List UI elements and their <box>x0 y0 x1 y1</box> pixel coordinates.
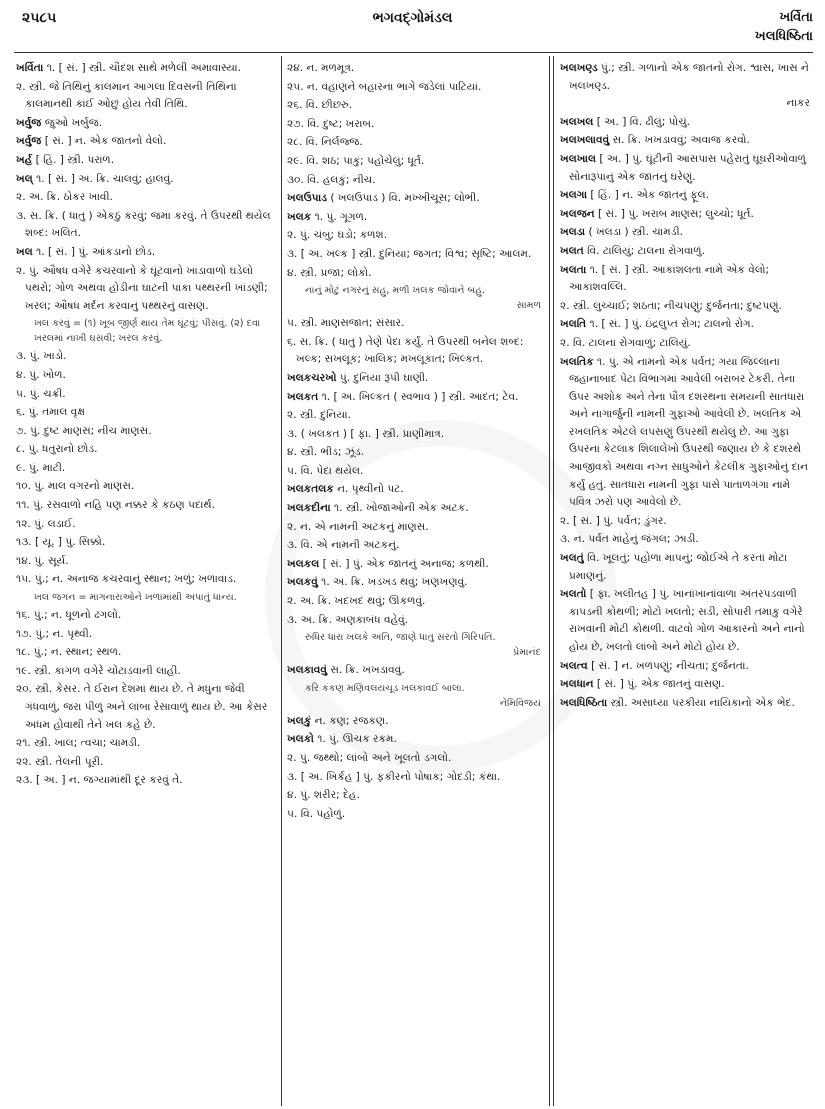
entry-definition: ૩. વિ. એ નામની અટકનું. <box>287 539 400 552</box>
entry-definition: વિ. ટાલિયું; ટાલના રોગવાળું. <box>583 244 705 257</box>
entry-definition: ૩. અ. ક્રિ. અણકાબંધ વહેવું. <box>287 613 409 626</box>
dictionary-entry <box>560 658 814 676</box>
entry-definition: પું.; સ્ત્રી. ગળાનો એક જાતનો રોગ. શ્વાસ, ખાસ ને ખલખણ્ડ. <box>569 62 809 92</box>
dictionary-entry <box>16 516 274 534</box>
headword: ખલતો <box>560 588 587 601</box>
quote-text: નાનું મોટું નગરનું સહુ, મળી ખલક જોવાને બહુ. <box>305 285 486 297</box>
entry-definition: ૨૫. ન. વહાણને બહારના ભાગે જડેલાં પાટિયાં. <box>287 80 482 93</box>
headword: ખલખલાવવું <box>560 134 610 147</box>
entry-definition: ૨. પું. ચંબુ; ઘડો; કળશ. <box>287 229 388 242</box>
dictionary-entry <box>560 224 814 242</box>
entry-definition: ૨૩. [ અ. ] ન. જગ્યામાંથી દૂર કરવું તે. <box>16 774 183 787</box>
dictionary-entry <box>287 79 545 97</box>
dictionary-entry <box>287 444 545 462</box>
headword: ખલખાલ <box>560 152 597 165</box>
dictionary-entry <box>287 713 545 731</box>
headword: ખલતિક <box>560 355 594 368</box>
dictionary-entry <box>16 626 274 644</box>
dictionary-entry <box>16 386 274 404</box>
usage-quote <box>287 681 545 711</box>
dictionary-entry <box>560 550 814 585</box>
dictionary-entry <box>560 513 814 531</box>
dictionary-entry <box>287 731 545 749</box>
entry-definition: ૩. ન. પર્વત માંહેનું જંગલ; ઝાડી. <box>560 533 699 546</box>
entry-definition: ૨. વિ. ટાલના રોગવાળું; ટાલિયું. <box>560 336 691 349</box>
dictionary-entry <box>287 463 545 481</box>
entry-definition: [ અ. ] પું. ઘૂંટીની આસપાસ પહેરાતું ઘૂઘરીઓવાળું સોનારૂપાનું એક જાતનું ઘરેણું. <box>569 152 806 183</box>
entry-definition: ૨૦. સ્ત્રી. કેસર. તે ઈરાન દેશમાં થાય છે. તે મધુના જેવી ગંધવાળું, જરા પીળું અને લાંબા રેસાવાળું થાય છે. આ કેસર અધમ હોવાથી તેને ખલ કહે છે. <box>16 683 268 731</box>
dictionary-entry <box>16 663 274 681</box>
dictionary-entry <box>287 481 545 499</box>
entry-definition: ૩. પું. ખાડો. <box>16 350 67 363</box>
quote-text: રુધિર ધારા ખલકે અતિ, જાણે ધાતુ સરતો ગિરિપતિ. <box>305 632 496 644</box>
dictionary-entry <box>560 187 814 205</box>
headword: ખલખણ્ડ <box>560 62 598 74</box>
dictionary-entry <box>560 151 814 186</box>
page-header <box>0 0 825 56</box>
headword: ખલધાન <box>560 678 594 691</box>
entry-definition: ( ખલડા ) સ્ત્રી. ચામડી. <box>585 226 683 239</box>
dictionary-entry <box>16 497 274 515</box>
entry-definition: ૧. [ અ. ખિલ્કત ( સ્વભાવ ) ] સ્ત્રી. આદત; ટેવ. <box>318 390 519 403</box>
entry-definition: [ ફા. ખલીતહ ] પું. ખાનાંખાનાંવાળા અંતરપડવાળી કાપડની કોથળી; મોટો ખલતો; સડી, સોપારી તમાકુ વગેરે રાખવાની મોટી કોથળી. વાટવો ગોળ આકારનો અને નાનો હોય છે, ખલતો લાંબો અને મોટો હોય છે. <box>569 588 805 653</box>
dictionary-entry <box>287 60 545 78</box>
headword: ખલતું <box>560 552 584 565</box>
dictionary-entry <box>16 404 274 422</box>
entry-definition: ૨. સ્ત્રી. જે તિથિનું કાલમાન આગલા દિવસની તિથિના કાલમાનથી કાંઈ ઓછું હોય તેવી તિથિ. <box>16 80 237 111</box>
entry-definition: ૪. પું. ખોળ. <box>16 368 66 381</box>
headword: ખલત <box>560 244 584 257</box>
entry-definition: [ સં. ] પું. એક જાતનું અનાજ; કળથી. <box>319 557 489 570</box>
entry-definition: ૧. પું. ઊચક રકમ. <box>313 733 397 746</box>
dictionary-entry <box>16 263 274 316</box>
dictionary-entry <box>16 441 274 459</box>
guide-words <box>755 8 813 46</box>
dictionary-entry <box>16 607 274 625</box>
entry-definition: ૧. [ સં. ] સ્ત્રી. ચૌદશ સાથે મળેલી અમાવાસ્યા. <box>43 62 241 74</box>
dictionary-entry <box>560 531 814 549</box>
dictionary-entry <box>16 152 274 170</box>
column-divider <box>281 56 282 1106</box>
entry-definition: ન. પૃથ્વીનો પટ. <box>333 483 404 496</box>
headword: ખલત્વ <box>560 659 588 672</box>
dictionary-entry <box>287 97 545 115</box>
headword: ખલતા <box>560 263 587 276</box>
entry-definition: ૨૭. વિ. દુષ્ટ; ખરાબ. <box>287 117 375 130</box>
entry-definition: ૨. સ્ત્રી. દુનિયા. <box>287 409 352 422</box>
dictionary-entry <box>16 534 274 552</box>
quote-text: ખલ જગન = માગનારાઓને ખળામાંથી અપાતું ધાન્ય. <box>34 592 237 604</box>
headword: ખલકો <box>287 733 314 746</box>
entry-definition: ૨. પું. ઔષધ વગેરે કચરવાનો કે ઘૂંટવાનો ખાડાવાળો ઘડેલો પથરો; ગોળ અથવા હોડીના ઘાટની પાકા પથ્થરની ખાંડણી; ખરલ; ઔષધ મર્દન કરવાનું પથ્થરનું વાસણ. <box>16 264 268 312</box>
entry-definition: ૫. પું. ચક્રી. <box>16 387 66 400</box>
dictionary-entry <box>16 644 274 662</box>
headword: ખલકતલક <box>287 483 334 496</box>
entry-definition: ૭. પું. દુષ્ટ માણસ; નીચ માણસ. <box>16 424 152 437</box>
dictionary-entry <box>287 407 545 425</box>
dictionary-entry <box>287 190 545 208</box>
dictionary-entry <box>560 262 814 297</box>
headword: ખલકત <box>287 390 319 403</box>
dictionary-entry <box>287 172 545 190</box>
dictionary-entry <box>287 370 545 388</box>
page-number: ૨૫૮૫ <box>22 10 57 26</box>
entry-definition: [ સં. ] પું. એક જાતનું વાસણ. <box>593 678 725 691</box>
dictionary-entry <box>560 695 814 713</box>
dictionary-entry <box>560 354 814 512</box>
column-divider <box>549 56 550 1106</box>
dictionary-entry <box>560 298 814 316</box>
entry-definition: ૧૨. પું. લડાઈ. <box>16 517 76 530</box>
header-rule <box>14 52 813 53</box>
dictionary-entry <box>16 681 274 734</box>
entry-definition: જુઓ ખર્બુજ. <box>41 116 103 129</box>
dictionary-entry <box>16 208 274 243</box>
entry-definition: સ્ત્રી. અસાધ્યા પરકીયા નાયિકાનો એક ભેદ. <box>607 696 795 709</box>
dictionary-entry <box>287 750 545 768</box>
entry-definition: ૩. [ અ. ખિર્કહ ] પું. ફકીરનો પોષાક; ગોદડી; કંથા. <box>287 770 501 783</box>
entry-definition: ૧. પું. એ નામનો એક પર્વત; ગયા જિલ્લાના જહાનાબાદ પેટા વિભાગમાં આવેલી બરાબર ટેકરી. તેના ઉપર અશોક અને તેના પૌત્ર દશરથના સમયની સાતધારા અને નાગાર્જુની નામની ગુફાઓ આવેલી છે. ખલતિક એ રખલતિક એટલે લપસણું ઉપરથી થયેલું છે. આ ગુફા ઉપરના કેટલાક શિલાલેખો ઉપરથી જણાય છે કે દશરથે આજીવકો અથવા નગ્ન સાધુઓને કેટલીક ગુફાઓનું દાન કર્યું હતું. સાતધારા નામની ગુફા પાસે પાતાળગંગા નામે પવિત્ર ઝરો પણ આવેલો છે. <box>569 355 809 509</box>
headword: ખલ <box>16 245 33 258</box>
headword: ખલખલ <box>560 115 594 128</box>
quote-source: નેમિવિજય <box>499 697 541 709</box>
entry-definition: ૪. પું. શરીર; દેહ. <box>287 789 360 802</box>
entry-definition: ૨૯. વિ. શઠ; પાકું; પહોંચેલું; ધૂર્ત. <box>287 154 425 167</box>
entry-definition: ૧૯. સ્ત્રી. કાગળ વગેરે ચોંટાડવાની લાહી. <box>16 664 181 677</box>
quote-source: નાકર <box>786 97 810 110</box>
dictionary-entry <box>287 389 545 407</box>
entry-definition: ૧. [ સં. ] પું. આંકડાનો છોડ. <box>32 245 156 258</box>
entry-definition: ૬. પું. તમાલ વૃક્ષ <box>16 406 86 419</box>
usage-quote <box>287 283 545 313</box>
dictionary-entry <box>287 227 545 245</box>
dictionary-entry <box>287 153 545 171</box>
entry-definition: ૨૮. વિ. નિર્લજ્જ. <box>287 136 363 149</box>
dictionary-entry <box>287 574 545 592</box>
entry-definition: [ હિં. ] ન. એક જાતનું ફૂલ. <box>587 189 710 202</box>
dictionary-entry <box>16 553 274 571</box>
dictionary-entry <box>16 571 274 589</box>
entry-definition: ૬. સ. ક્રિ. ( ધાતુ ) તેણે પેદા કર્યું. તે ઉપરથી બનેલ શબ્દ: ખલ્ક; સખલૂક; ખાલિક; મખલૂકાત; ખિલ્કત. <box>287 335 524 366</box>
dictionary-entry <box>16 244 274 262</box>
entry-definition: વિ. ખૂલતું; પહોળા માપનું; જોઈએ તે કરતાં મોટા પ્રમાણનું. <box>569 552 788 582</box>
entry-definition: ૫. સ્ત્રી. માણસજાત; સંસાર. <box>287 317 405 330</box>
dictionary-entry <box>16 115 274 133</box>
entry-definition: ૧૮. પું.; ન. સ્થાન; સ્થળ. <box>16 646 122 659</box>
dictionary-entry <box>287 537 545 555</box>
entry-definition: ૧. અ. ક્રિ. ખડખડ થવું; ખણખણવું. <box>317 576 468 589</box>
book-title: ભગવદ્ગોમંડલ <box>372 10 453 26</box>
dictionary-entry <box>16 60 274 78</box>
entry-definition: ૨. અ. ક્રિ. ઠોકર ખાવી. <box>16 191 113 204</box>
headword: ખલ્ <box>16 172 33 185</box>
headword: ખલકવું <box>287 576 318 589</box>
dictionary-entry <box>287 315 545 333</box>
headword: ખર્વુજ <box>16 116 42 129</box>
headword: ખલકું <box>287 714 312 727</box>
entry-definition: ૧૩. [ યૂ. ] પું. સિક્કો. <box>16 536 106 549</box>
dictionary-entry <box>560 114 814 132</box>
dictionary-entry <box>287 806 545 824</box>
dictionary-entry <box>560 206 814 224</box>
entry-definition: ૧. પું. ગૂગળ. <box>311 210 368 223</box>
headword: ખલગા <box>560 189 588 202</box>
entry-definition: ૧. [ સં. ] પું. ઇંદ્રલુપ્ત રોગ; ટાલનો રોગ. <box>586 318 754 331</box>
entry-definition: ૩. ( ખલકત ) [ ફા. ] સ્ત્રી. પ્રાણીમાત્ર. <box>287 427 445 440</box>
dictionary-entry <box>287 246 545 264</box>
headword: ખલજન <box>560 207 595 220</box>
headword: ખર્વિતા <box>16 62 44 74</box>
dictionary-entry <box>16 367 274 385</box>
guide-word-last: ખલધિષ્ઠિતા <box>755 29 813 44</box>
entry-definition: સ. ક્રિ. ખખડાવવું; અવાજ કરવો. <box>609 134 750 147</box>
entry-definition: ૯. પું. માટી. <box>16 461 66 474</box>
dictionary-entry <box>287 519 545 537</box>
column-divider <box>553 56 554 1106</box>
dictionary-entry <box>16 171 274 189</box>
dictionary-entry <box>560 335 814 353</box>
headword: ખલકલ <box>287 557 320 570</box>
dictionary-entry <box>287 787 545 805</box>
entry-definition: ૧૧. પું. રસવાળો નહિ પણ નક્કર કે કઠણ પદાર્થ. <box>16 499 215 512</box>
headword: ખલક <box>287 210 312 223</box>
dictionary-column-2 <box>287 60 545 1104</box>
dictionary-entry <box>287 593 545 611</box>
dictionary-entry <box>287 209 545 227</box>
headword: ખલડા <box>560 226 586 239</box>
entry-definition: ૫. વિ. પહોળું. <box>287 807 346 820</box>
dictionary-entry <box>16 754 274 772</box>
headword: ખલતિ <box>560 318 587 331</box>
entry-definition: ૧૦. પું. માલ વગરનો માણસ. <box>16 480 135 493</box>
dictionary-entry <box>16 79 274 114</box>
entry-definition: ૧૫. પું.; ન. અનાજ કચરવાનું સ્થાન; ખળું; ખળાવાડ. <box>16 573 237 586</box>
headword: ખલકાવવું <box>287 664 327 677</box>
dictionary-entry <box>16 478 274 496</box>
entry-definition: ૧૭. પું.; ન. પૃથ્વી. <box>16 627 93 640</box>
entry-definition: ૨. [ સં. ] પું. પર્વત; ડુંગર. <box>560 514 667 527</box>
entry-definition: સ. ક્રિ. ખખડાવવું. <box>327 664 405 677</box>
dictionary-entry <box>16 348 274 366</box>
quote-text: ખલ કરવું = (૧) ખૂબ જીર્ણ થાય તેમ ઘૂંટવું; પીસવું. (૨) દવા ખરલમાં નાખી ઘસવી; ખરલ કરવું. <box>34 318 261 345</box>
dictionary-entry <box>287 334 545 369</box>
usage-quote <box>16 590 274 605</box>
dictionary-entry <box>287 500 545 518</box>
usage-quote <box>287 630 545 660</box>
dictionary-entry <box>16 772 274 790</box>
dictionary-entry <box>560 586 814 656</box>
entry-definition: ૧. સ્ત્રી. ખોજાઓની એક અટક. <box>330 502 469 515</box>
entry-definition: ૨. પું. જથ્થો; લાંબો અને ખૂલતો ડગલો. <box>287 752 452 764</box>
headword: ખલકચરખો <box>287 371 337 384</box>
entry-definition: ૨. અ. ક્રિ. ખદખદ થવું; ઊકળવું. <box>287 595 426 608</box>
dictionary-entry <box>16 423 274 441</box>
entry-definition: ૨૪. ન. મળમૂત્ર. <box>287 62 355 74</box>
quote-source: પ્રેમાનંદ <box>513 647 541 659</box>
entry-definition: ૨૧. સ્ત્રી. ખાલ; ત્વચા; ચામડી. <box>16 737 141 750</box>
usage-quote <box>16 316 274 346</box>
entry-definition: ૧૬. પું.; ન. ધૂળનો ઢગલો. <box>16 609 122 622</box>
quote-text: કરિ કંકણ મણિવલયચૂડ ખલકાવઈ બાલા. <box>305 682 465 694</box>
quote-source: સામળ <box>516 300 541 312</box>
headword: ખલઉપાડ <box>287 192 328 205</box>
entry-definition: ૧. [ સં. ] સ્ત્રી. આકાશલતા નામે એક વેલો; આકાશવલ્લિ. <box>569 263 770 294</box>
entry-definition: પું. દુનિયા રૂપી ઘાણી. <box>336 371 429 384</box>
dictionary-entry <box>287 265 545 283</box>
entry-definition: [ સં. ] પું. ખરાબ માણસ; લુચ્ચો; ધૂર્ત. <box>594 207 754 220</box>
headword: ખલધિષ્ઠિતા <box>560 696 608 709</box>
dictionary-entry <box>287 556 545 574</box>
headword: ખલકદીના <box>287 502 331 515</box>
entry-definition: ( ખલઉપાડ ) વિ. મખ્ખીચૂસ; લોભી. <box>327 192 480 205</box>
entry-definition: ૪. સ્ત્રી. ભીડ; ઝૂંડ. <box>287 446 365 459</box>
entry-definition: ન. કણ; રજકણ. <box>311 714 389 727</box>
dictionary-entry <box>287 134 545 152</box>
entry-definition: [ સં. ] ન. એક જાતનો વેલો. <box>41 135 167 148</box>
dictionary-entry <box>287 769 545 787</box>
dictionary-column-3 <box>560 60 814 1104</box>
entry-definition: ૨. સ્ત્રી. લુચ્ચાઈ; શઠતા; નીચપણું; દુર્જનતા; દુષ્ટપણું. <box>560 299 782 312</box>
dictionary-entry <box>16 189 274 207</box>
dictionary-entry <box>16 460 274 478</box>
entry-definition: ૧૪. પું. સૂર્ય. <box>16 554 69 567</box>
entry-definition: [ હિં. ] સ્ત્રી. પરાળ. <box>32 153 115 166</box>
entry-definition: ૪. સ્ત્રી. પ્રજા; લોકો. <box>287 266 372 279</box>
dictionary-entry <box>560 316 814 334</box>
entry-definition: ૨૨. સ્ત્રી. તેલની પૂરી. <box>16 755 104 768</box>
entry-definition: ૫. વિ. પેદા થયેલ. <box>287 464 364 477</box>
dictionary-entry <box>560 676 814 694</box>
dictionary-entry <box>287 116 545 134</box>
headword: ખર્વુજ <box>16 135 42 148</box>
dictionary-entry <box>287 662 545 680</box>
entry-definition: [ અ. ] વિ. ઢીલું; પોચું. <box>593 115 691 128</box>
guide-word-first: ખર્વિતા <box>779 10 813 25</box>
dictionary-column-1 <box>16 60 274 1104</box>
dictionary-entry <box>287 426 545 444</box>
entry-definition: ૩. [ અ. ખલ્ક ] સ્ત્રી. દુનિયા; જગત; વિશ્વ; સૃષ્ટિ; આલમ. <box>287 247 532 260</box>
dictionary-entry <box>560 60 814 113</box>
dictionary-entry <box>16 735 274 753</box>
entry-definition: ૧. [ સં. ] અ. ક્રિ. ચાલવું; હાલવું. <box>32 172 174 185</box>
entry-definition: ૩. સ. ક્રિ. ( ધાતુ ) એકઠું કરવું; જમા કરવું. તે ઉપરથી થયેલ શબ્દ: ખલિત. <box>16 209 271 240</box>
dictionary-entry <box>287 612 545 630</box>
entry-definition: [ સં. ] ન. ખળપણું; નીચતા; દુર્જનતા. <box>587 659 749 672</box>
dictionary-entry <box>560 243 814 261</box>
dictionary-entry <box>560 132 814 150</box>
entry-definition: ૮. પું. ધતુરાનો છોડ. <box>16 443 98 456</box>
headword: ખર્હ <box>16 153 33 166</box>
entry-definition: ૩૦. વિ. હલકું; નીચ. <box>287 173 376 186</box>
entry-definition: ૨. ન. એ નામની અટકનું માણસ. <box>287 520 429 533</box>
entry-definition: ૨૬. વિ. છીછરું. <box>287 99 353 112</box>
dictionary-entry <box>16 133 274 151</box>
